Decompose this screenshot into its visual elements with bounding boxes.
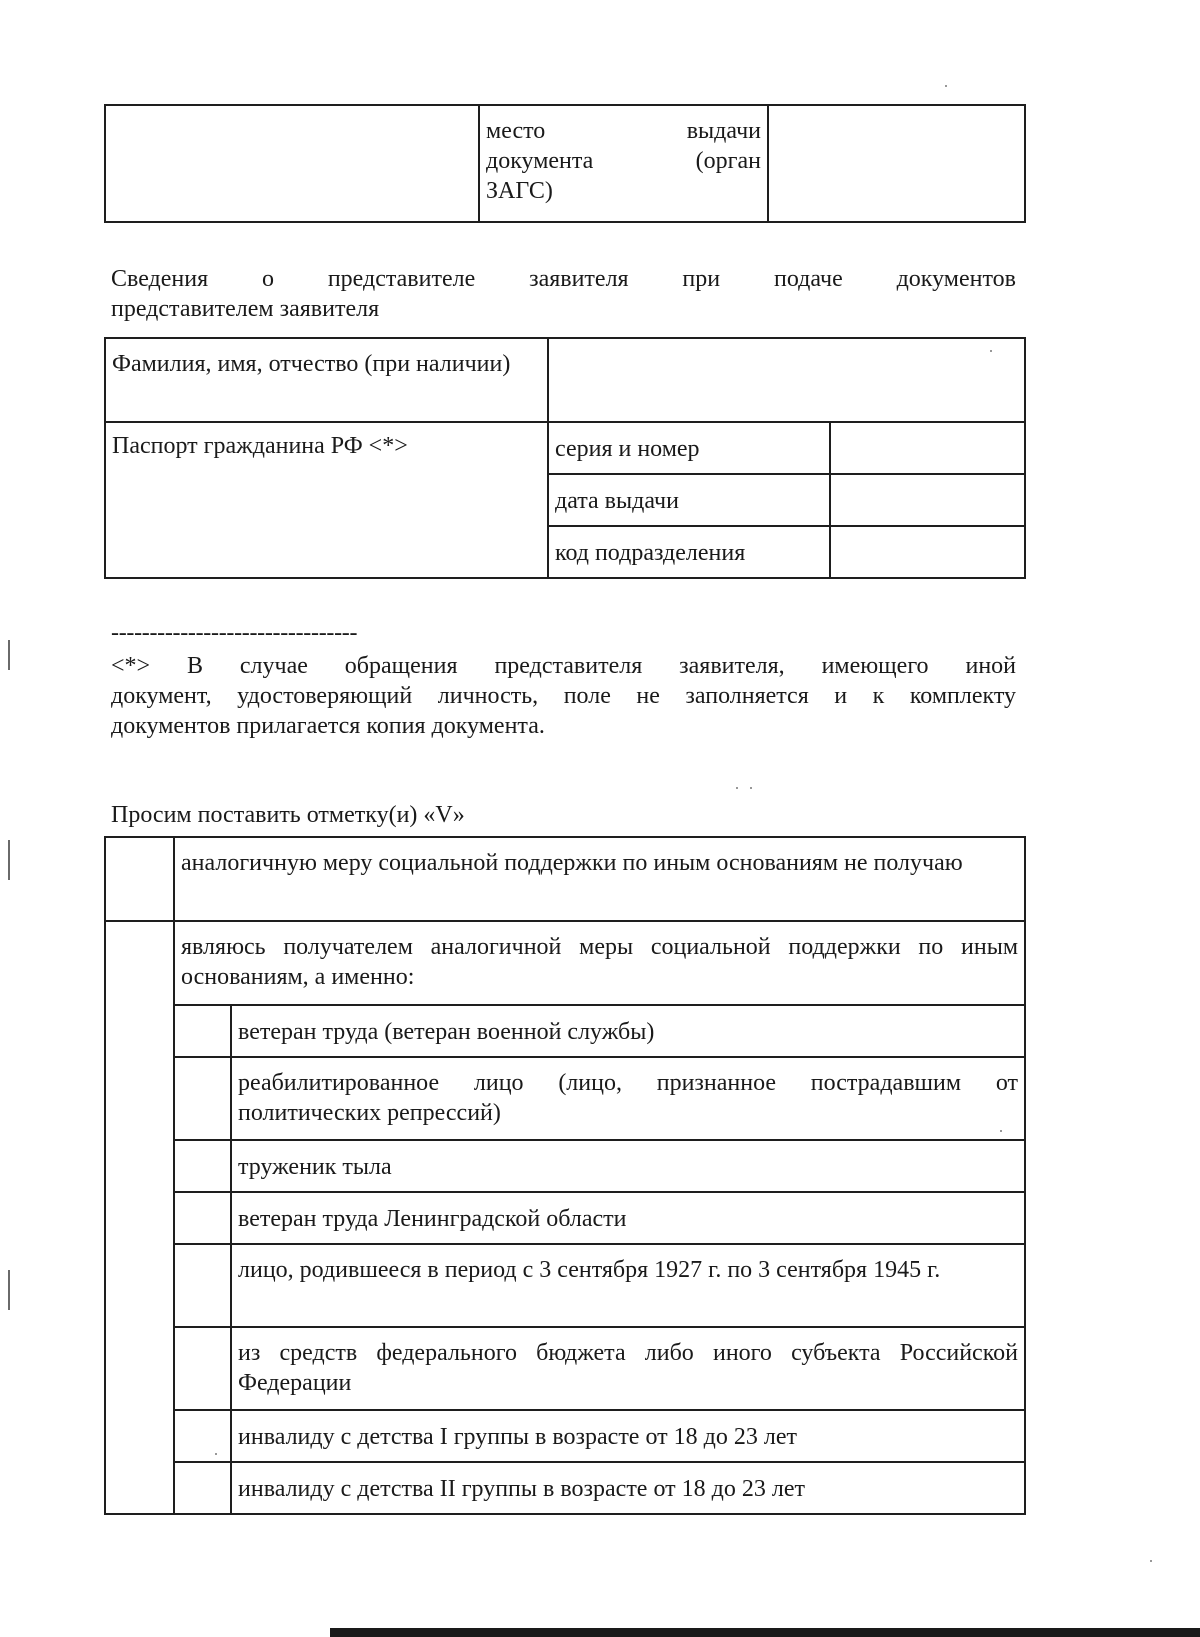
scan-speck [990,350,992,352]
place-of-issue-label [479,105,768,222]
scan-speck [945,85,947,87]
fio-label: Фамилия, имя, отчество (при наличии) [105,338,548,422]
place-of-issue-value[interactable] [768,105,1025,222]
date-value[interactable] [830,474,1025,526]
scan-speck [215,1453,217,1455]
passport-label: Паспорт гражданина РФ <*> [105,422,548,578]
scan-speck [1000,1130,1002,1132]
scan-speck [750,787,752,789]
option-checkbox[interactable] [174,1327,231,1410]
option-text: реабилитированное лицо (лицо, признанное пострадавшим от политических репрессий) [231,1057,1025,1140]
representative-heading-line1: Сведения о представителе заявителя при подаче документов [111,266,1016,292]
series-label: серия и номер [548,422,830,474]
place-label-line2: документа (орган [486,148,761,174]
receiving-checkbox[interactable] [105,921,174,1514]
not-receiving-checkbox[interactable] [105,837,174,921]
option-checkbox[interactable] [174,1462,231,1514]
not-receiving-text: аналогичную меру социальной поддержки по иным основаниям не получаю [174,837,1025,921]
option-text: ветеран труда Ленинградской области [231,1192,1025,1244]
representative-heading-line2: представителем заявителя [111,296,380,322]
option-checkbox[interactable] [174,1244,231,1327]
footnote-line1: <*> В случае обращения представителя заявителя, имеющего иной [111,653,1016,679]
option-text: инвалиду с детства I группы в возрасте от 18 до 23 лет [231,1410,1025,1462]
option-text: труженик тыла [231,1140,1025,1192]
footnote-line3: документов прилагается копия документа. [111,713,545,739]
scan-edge-mark [8,840,10,880]
fio-value[interactable] [548,338,1025,422]
scan-bottom-edge [330,1628,1200,1637]
option-text: лицо, родившееся в период с 3 сентября 1927 г. по 3 сентября 1945 г. [231,1244,1025,1327]
option-text: из средств федерального бюджета либо иного субъекта Российской Федерации [231,1327,1025,1410]
code-value[interactable] [830,526,1025,578]
option-checkbox[interactable] [174,1410,231,1462]
civil-registry-table [104,104,1026,223]
footnote-separator: -------------------------------- [111,620,358,646]
option-text: ветеран труда (ветеран военной службы) [231,1005,1025,1057]
option-checkbox[interactable] [174,1192,231,1244]
option-checkbox[interactable] [174,1140,231,1192]
representative-heading [111,264,1016,324]
option-checkbox[interactable] [174,1005,231,1057]
scan-edge-mark [8,640,10,670]
representative-table [104,337,1026,579]
option-text: инвалиду с детства II группы в возрасте от 18 до 23 лет [231,1462,1025,1514]
civil-registry-empty-cell [105,105,479,222]
option-checkbox[interactable] [174,1057,231,1140]
place-label-line1: место выдачи [486,118,761,144]
footnote-line2: документ, удостоверяющий личность, поле не заполняется и к комплекту [111,683,1016,709]
place-label-line3: ЗАГС) [486,178,553,204]
receiving-text: являюсь получателем аналогичной меры социальной поддержки по иным основаниям, а именно: [174,921,1025,1005]
marks-table [104,836,1026,1515]
code-label: код подразделения [548,526,830,578]
marks-heading: Просим поставить отметку(и) «V» [111,802,465,828]
series-value[interactable] [830,422,1025,474]
scan-speck [1150,1560,1152,1562]
date-label: дата выдачи [548,474,830,526]
footnote [111,651,1016,741]
scan-edge-mark [8,1270,10,1310]
scan-speck [736,787,738,789]
